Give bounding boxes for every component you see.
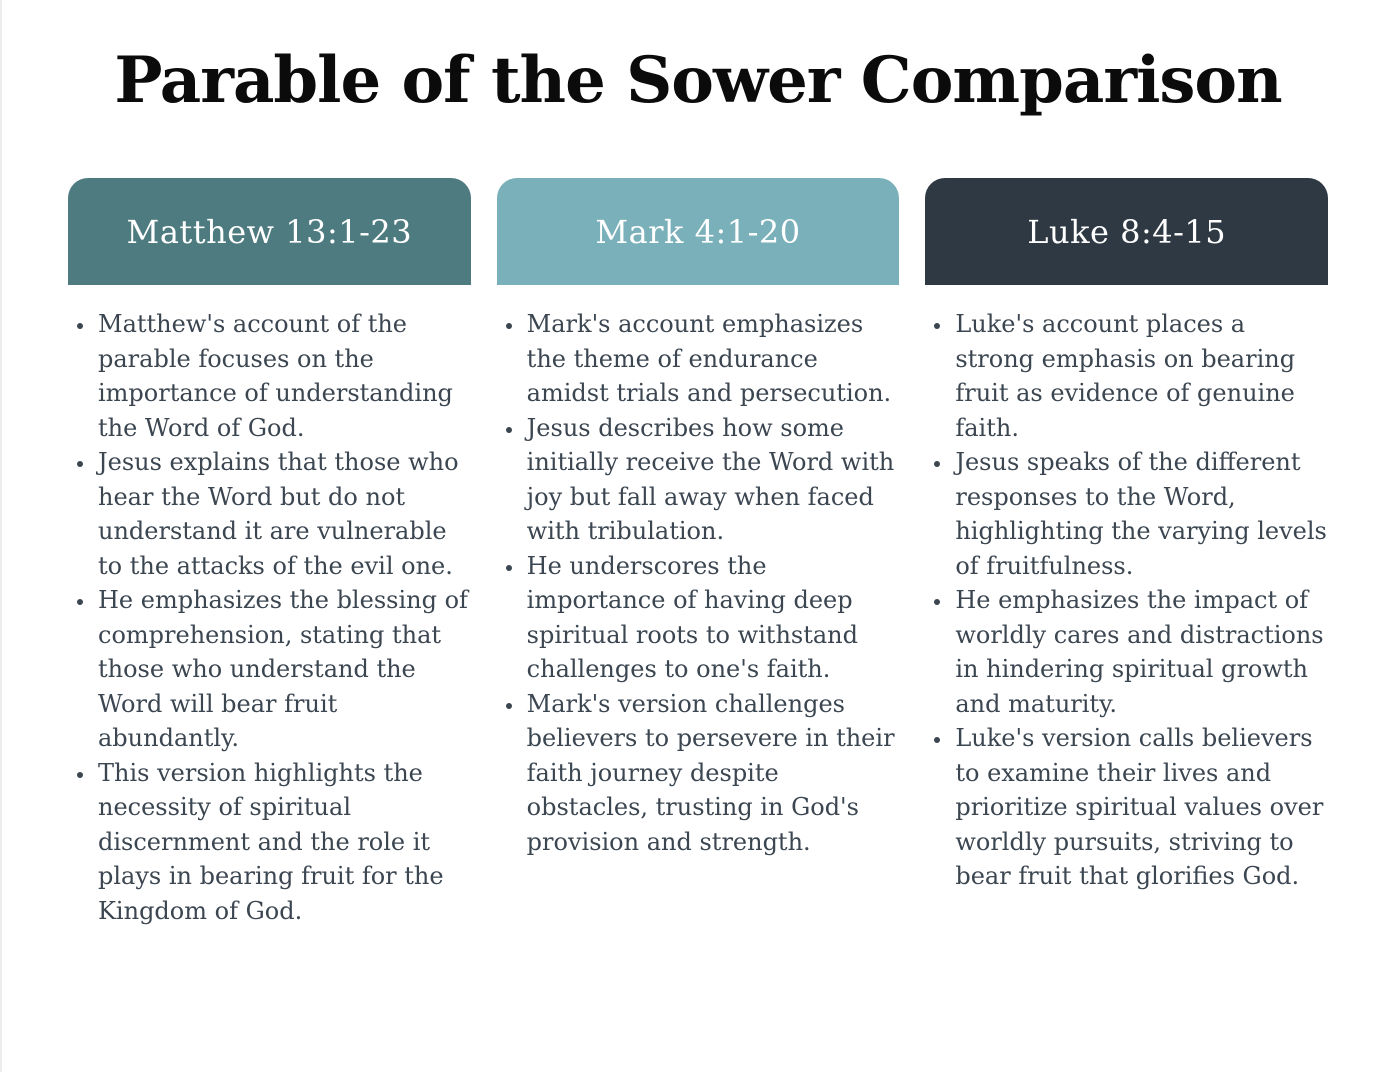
bullet-item: • He emphasizes the blessing of comprehension, stating that those who understand the Word will bear fruit abundantly. bbox=[96, 583, 471, 756]
comparison-columns bbox=[0, 178, 1396, 928]
page-title: Parable of the Sower Comparison bbox=[114, 43, 1282, 118]
bullet-item: • He emphasizes the impact of worldly cares and distractions in hindering spiritual growth and maturity. bbox=[953, 583, 1328, 721]
column-header-mark: Mark 4:1-20 bbox=[497, 178, 900, 285]
column-body-luke bbox=[925, 285, 1328, 894]
bullet-item: • He underscores the importance of having deep spiritual roots to withstand challenges to one's faith. bbox=[525, 549, 900, 687]
bullet-item: • Luke's account places a strong emphasis on bearing fruit as evidence of genuine faith. bbox=[953, 307, 1328, 445]
window-left-edge bbox=[0, 0, 2, 1072]
comparison-column-matthew bbox=[68, 178, 471, 928]
bullet-item: • Mark's account emphasizes the theme of endurance amidst trials and persecution. bbox=[525, 307, 900, 411]
bullet-list-luke bbox=[925, 307, 1328, 894]
column-header-matthew: Matthew 13:1-23 bbox=[68, 178, 471, 285]
bullet-item: • Matthew's account of the parable focuses on the importance of understanding the Word of God. bbox=[96, 307, 471, 445]
column-body-matthew bbox=[68, 285, 471, 928]
bullet-item: • Mark's version challenges believers to persevere in their faith journey despite obstacles, trusting in God's provision and strength. bbox=[525, 687, 900, 860]
column-header-luke: Luke 8:4-15 bbox=[925, 178, 1328, 285]
comparison-column-luke bbox=[925, 178, 1328, 928]
bullet-item: • Jesus speaks of the different responses to the Word, highlighting the varying levels of fruitfulness. bbox=[953, 445, 1328, 583]
comparison-column-mark bbox=[497, 178, 900, 928]
bullet-item: • Jesus explains that those who hear the Word but do not understand it are vulnerable to the attacks of the evil one. bbox=[96, 445, 471, 583]
bullet-item: • Jesus describes how some initially receive the Word with joy but fall away when faced with tribulation. bbox=[525, 411, 900, 549]
bullet-list-mark bbox=[497, 307, 900, 859]
bullet-item: • Luke's version calls believers to examine their lives and prioritize spiritual values over worldly pursuits, striving to bear fruit that glorifies God. bbox=[953, 721, 1328, 894]
column-body-mark bbox=[497, 285, 900, 859]
bullet-item: • This version highlights the necessity of spiritual discernment and the role it plays in bearing fruit for the Kingdom of God. bbox=[96, 756, 471, 929]
bullet-list-matthew bbox=[68, 307, 471, 928]
